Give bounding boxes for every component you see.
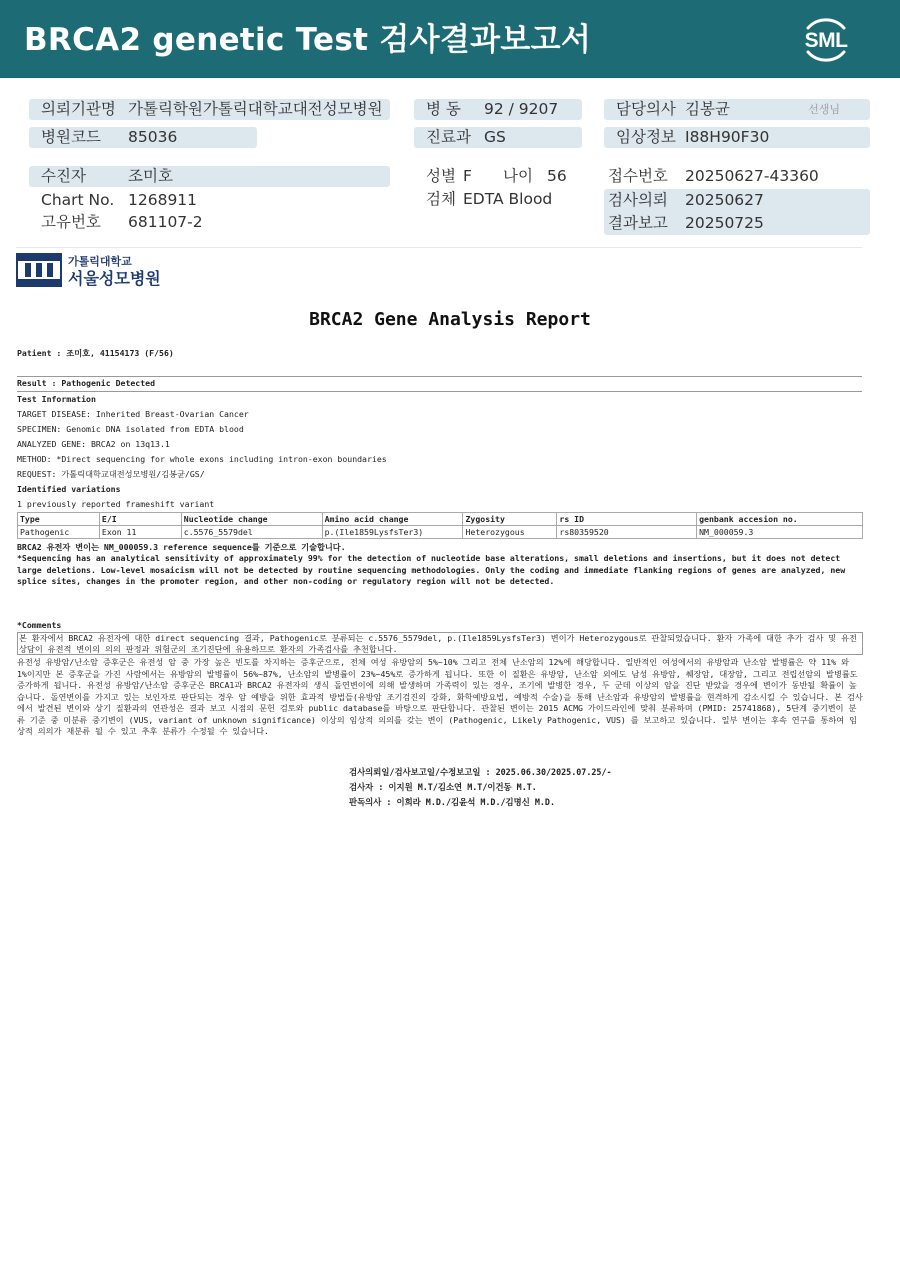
result-top-rule xyxy=(17,376,862,377)
receipt-no-field xyxy=(596,166,870,187)
report-header-title: BRCA2 genetic Test 검사결과보고서 xyxy=(24,22,592,58)
sex-label: 성별 xyxy=(426,167,456,185)
table-cell: Heterozygous xyxy=(463,526,557,539)
unique-no-field xyxy=(29,212,390,233)
table-cell: NM_000059.3 xyxy=(697,526,863,539)
clinical-info-value: I88H90F30 xyxy=(685,128,770,146)
variant-table xyxy=(17,512,863,539)
patient-line: Patient : 조미호, 41154173 (F/56) xyxy=(17,348,174,358)
doctor-value: 김봉균 xyxy=(685,100,730,118)
col-header: Amino acid change xyxy=(322,513,463,526)
col-header: Type xyxy=(18,513,100,526)
result-line: Result : Pathogenic Detected xyxy=(17,378,156,388)
specimen-value: EDTA Blood xyxy=(463,190,553,208)
hospital-code-label: 병원코드 xyxy=(41,128,101,146)
result-report-value: 20250725 xyxy=(685,214,764,232)
ward-label: 병 동 xyxy=(426,100,461,118)
patient-value: 조미호 xyxy=(128,167,173,185)
test-request-label: 검사의뢰 xyxy=(608,191,668,209)
hospital-code-value: 85036 xyxy=(128,128,178,146)
table-cell: Exon 11 xyxy=(99,526,181,539)
col-header: rs ID xyxy=(557,513,697,526)
result-bottom-rule xyxy=(17,391,862,392)
unique-no-value: 681107-2 xyxy=(128,213,203,231)
age-label: 나이 xyxy=(503,167,533,185)
age-field xyxy=(491,166,582,187)
comment-summary-box: 본 환자에서 BRCA2 유전자에 대한 direct sequencing 결과, Pathogenic로 분류되는 c.5576_5579del, p.(Ile1859LysfsTer3) 변이가 Heterozygous로 관찰되었습니다. 환자 가족에 대한 추가 검사 및 유전상담이 유전적 변이의 의의 판정과 위험군의 조기진단에 유용하므로 환자의 가족검사를 추천합니다. xyxy=(17,632,863,655)
clinical-info-label: 임상정보 xyxy=(616,128,676,146)
target-disease: TARGET DISEASE: Inherited Breast-Ovarian Cancer xyxy=(17,409,249,419)
chart-no-field xyxy=(29,190,390,211)
table-cell: c.5576_5579del xyxy=(181,526,322,539)
requesting-org-value: 가톨릭학원가톨릭대학교대전성모병원 xyxy=(128,100,383,118)
table-row xyxy=(18,526,863,539)
col-header: E/I xyxy=(99,513,181,526)
identified-heading: Identified variations xyxy=(17,484,121,494)
receipt-no-value: 20250627-43360 xyxy=(685,167,819,185)
chart-no-value: 1268911 xyxy=(128,191,198,209)
method-line: METHOD: *Direct sequencing for whole exons including intron-exon boundaries xyxy=(17,454,387,464)
ward-value: 92 / 9207 xyxy=(484,100,559,118)
analyzed-gene: ANALYZED GENE: BRCA2 on 13q13.1 xyxy=(17,439,170,449)
result-report-field xyxy=(596,213,870,234)
variant-table-header xyxy=(18,513,863,526)
department-label: 진료과 xyxy=(426,128,471,146)
logo-text: SML xyxy=(804,29,848,52)
identified-desc: 1 previously reported frameshift variant xyxy=(17,499,215,509)
department-value: GS xyxy=(484,128,506,146)
comment-body: 유전성 유방암/난소암 증후군은 유전성 암 중 가장 높은 빈도를 차지하는 증후군으로, 전체 여성 유방암의 5%~10% 그리고 전체 난소암의 12%에 해당합니다. 일반적인 여성에서의 유방암과 난소암 발병률은 약 11% 와 1%이지만 본 증후군을 가진 사람에서는 유방암의 발병률이 56%~87%, 난소암의 발병률이 23%~45%로 증가하게 됩니다. 또한 이 질환은 유방암, 난소암 외에도 남성 유방암, 췌장암, 대장암, 그리고 전립선암의 발병률도 증가하게 됩니다. 유전성 유방암/난소암 증후군은 BRCA1과 BRCA2 유전자의 생식 돌연변이에 의해 발생하며 가족력이 있는 경우, 조기에 발병한 경우, 두 군데 이상의 암을 진단 받았을 경우에 변이가 동반될 확률이 높습니다. 돌연변이를 가지고 있는 보인자로 판단되는 경우 암 예방을 위한 효과적 방법들(유방암 조기검진의 강화, 화학예방요법, 예방적 수술)을 통해 난소암과 유방암의 발병률을 현격하게 감소시킬 수 있습니다. 본 검사에서 발견된 변이와 상기 질환과의 연관성은 결과 보고 시점의 문헌 검토와 public database를 바탕으로 판단합니다. 관찰된 변이는 2015 ACMG 가이드라인에 맞춰 분류하며 (PMID: 25741868), 5단계 중기변이 분류 기준 중 미분류 중기변이 (VUS, variant of unknown significance) 이상의 임상적 의의를 갖는 변이 (Pathogenic, Likely Pathogenic, VUS) 를 보고하고 있습니다. 일부 변이는 후속 연구를 통하여 임상적 의의가 재분류 될 수 있고 추후 분류가 수정될 수 있습니다. xyxy=(17,657,863,736)
requesting-org-field xyxy=(29,99,390,120)
sml-logo xyxy=(796,10,856,70)
patient-label: 수진자 xyxy=(41,167,86,185)
result-report-label: 결과보고 xyxy=(608,214,668,232)
ward-field xyxy=(414,99,582,120)
clinical-info-field xyxy=(604,127,870,148)
requesting-org-label: 의뢰기관명 xyxy=(41,100,116,118)
reference-note: BRCA2 유전자 변이는 NM_000059.3 reference sequence를 기준으로 기술합니다. xyxy=(17,542,346,552)
hospital-emblem-icon xyxy=(16,253,62,287)
doctor-suffix: 선생님 xyxy=(808,103,840,116)
request-line: REQUEST: 가톨릭대학교대전성모병원/김봉균/GS/ xyxy=(17,469,205,479)
specimen-label: 검체 xyxy=(426,190,456,208)
patient-field xyxy=(29,166,390,187)
tester-line: 검사자 : 이지원 M.T/김소연 M.T/이건동 M.T. xyxy=(349,782,537,792)
test-info-heading: Test Information xyxy=(17,394,96,404)
specimen-field xyxy=(414,189,582,210)
col-header: Zygosity xyxy=(463,513,557,526)
comments-heading: *Comments xyxy=(17,620,62,630)
col-header: Nucleotide change xyxy=(181,513,322,526)
table-cell: Pathogenic xyxy=(18,526,100,539)
dates-line: 검사의뢰일/검사보고일/수정보고일 : 2025.06.30/2025.07.25/- xyxy=(349,767,612,777)
doctor-field xyxy=(604,99,870,120)
sex-value: F xyxy=(463,167,472,185)
hospital-name-small: 가톨릭대학교 xyxy=(68,255,132,268)
header-bar xyxy=(0,0,900,78)
col-header: genbank accesion no. xyxy=(697,513,863,526)
table-cell: rs80359520 xyxy=(557,526,697,539)
table-cell: p.(Ile1859LysfsTer3) xyxy=(322,526,463,539)
test-request-value: 20250627 xyxy=(685,191,764,209)
sensitivity-note: *Sequencing has an analytical sensitivity of approximately 99% for the detection of nucleotide base alterations, small deletions and insertions, but it does not detect large deletions. Low-level mosaicism will not be detected by routine sequencing methodologies. Only the coding and immediate flanking regions of genes are analyzed, new splice sites, changes in the promoter region, and other non-coding or regulatory region will not be detected. xyxy=(17,553,846,586)
test-request-field xyxy=(596,190,870,211)
info-separator xyxy=(16,247,862,248)
specimen-line: SPECIMEN: Genomic DNA isolated from EDTA blood xyxy=(17,424,244,434)
chart-no-label: Chart No. xyxy=(41,191,115,209)
hospital-name-large: 서울성모병원 xyxy=(68,269,161,288)
doctor-label: 담당의사 xyxy=(616,100,676,118)
report-title: BRCA2 Gene Analysis Report xyxy=(309,309,591,330)
reader-line: 판독의사 : 이희라 M.D./김윤석 M.D./김명신 M.D. xyxy=(349,797,556,807)
hospital-code-field xyxy=(29,127,257,148)
unique-no-label: 고유번호 xyxy=(41,213,101,231)
department-field xyxy=(414,127,582,148)
age-value: 56 xyxy=(547,167,567,185)
sex-field xyxy=(414,166,494,187)
receipt-no-label: 접수번호 xyxy=(608,167,668,185)
